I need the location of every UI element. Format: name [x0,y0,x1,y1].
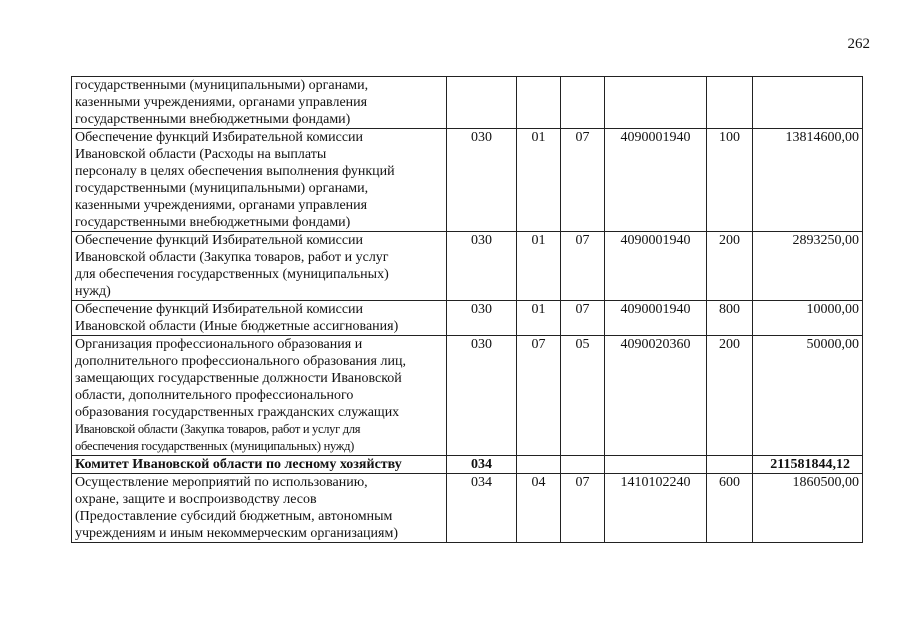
expense-type-code: 800 [707,301,753,336]
row-description [72,77,447,129]
description-line: Осуществление мероприятий по использованию, [75,475,368,490]
table-row [72,456,863,474]
amount: 211581844,12 [753,456,863,474]
row-description [72,456,447,474]
ministry-code: 030 [447,232,517,301]
amount: 2893250,00 [753,232,863,301]
target-article-code: 4090020360 [605,336,707,456]
subsection-code: 07 [561,301,605,336]
ministry-code: 034 [447,474,517,543]
description-line: государственными внебюджетными фондами) [75,215,351,230]
ministry-code: 030 [447,301,517,336]
description-line: обеспечения государственных (муниципальных) нужд) [75,439,355,453]
target-article-code [605,77,707,129]
description-line: учреждениям и иным некоммерческим организациям) [75,526,399,541]
target-article-code: 4090001940 [605,301,707,336]
target-article-code: 4090001940 [605,232,707,301]
row-description [72,474,447,543]
subsection-code: 07 [561,232,605,301]
subsection-code [561,456,605,474]
table-row [72,301,863,336]
description-line: государственными (муниципальными) органами, [75,78,369,93]
target-article-code [605,456,707,474]
description-line: охране, защите и воспроизводству лесов [75,492,317,507]
section-code: 01 [517,129,561,232]
description-line: дополнительного профессионального образования лиц, [75,354,406,369]
row-description [72,232,447,301]
description-line: персоналу в целях обеспечения выполнения функций [75,164,395,179]
row-description [72,301,447,336]
ministry-code: 030 [447,129,517,232]
description-line: (Предоставление субсидий бюджетным, автономным [75,509,393,524]
description-line: Обеспечение функций Избирательной комиссии [75,302,364,317]
description-line: Ивановской области (Закупка товаров, работ и услуг для [75,422,361,436]
amount [753,77,863,129]
description-line: казенными учреждениями, органами управления [75,95,368,110]
page-number: 262 [847,36,870,52]
description-line: замещающих государственные должности Ивановской [75,371,402,386]
description-line: Ивановской области (Закупка товаров, работ и услуг [75,250,389,265]
budget-table [71,76,863,543]
row-description [72,336,447,456]
row-description [72,129,447,232]
description-line: Комитет Ивановской области по лесному хозяйству [75,457,402,472]
section-code: 01 [517,232,561,301]
ministry-code: 030 [447,336,517,456]
section-code: 01 [517,301,561,336]
expense-type-code: 100 [707,129,753,232]
description-line: Обеспечение функций Избирательной комиссии [75,130,364,145]
description-line: образования государственных гражданских служащих [75,405,400,420]
table-row [72,232,863,301]
expense-type-code: 200 [707,336,753,456]
description-line: нужд) [75,284,111,299]
table-row [72,336,863,456]
ministry-code: 034 [447,456,517,474]
description-line: Обеспечение функций Избирательной комиссии [75,233,364,248]
description-line: для обеспечения государственных (муниципальных) [75,267,389,282]
section-code: 04 [517,474,561,543]
section-code [517,456,561,474]
target-article-code: 1410102240 [605,474,707,543]
expense-type-code: 600 [707,474,753,543]
amount: 13814600,00 [753,129,863,232]
expense-type-code [707,456,753,474]
table-row [72,77,863,129]
ministry-code [447,77,517,129]
target-article-code: 4090001940 [605,129,707,232]
description-line: области, дополнительного профессионального [75,388,354,403]
description-line: государственными внебюджетными фондами) [75,112,351,127]
description-line: казенными учреждениями, органами управления [75,198,368,213]
description-line: государственными (муниципальными) органами, [75,181,369,196]
amount: 1860500,00 [753,474,863,543]
table-row [72,474,863,543]
subsection-code: 07 [561,474,605,543]
description-line: Ивановской области (Иные бюджетные ассигнования) [75,319,399,334]
section-code [517,77,561,129]
description-line: Ивановской области (Расходы на выплаты [75,147,327,162]
expense-type-code [707,77,753,129]
expense-type-code: 200 [707,232,753,301]
amount: 50000,00 [753,336,863,456]
subsection-code: 05 [561,336,605,456]
table-row [72,129,863,232]
subsection-code: 07 [561,129,605,232]
amount: 10000,00 [753,301,863,336]
description-line: Организация профессионального образования и [75,337,363,352]
subsection-code [561,77,605,129]
section-code: 07 [517,336,561,456]
